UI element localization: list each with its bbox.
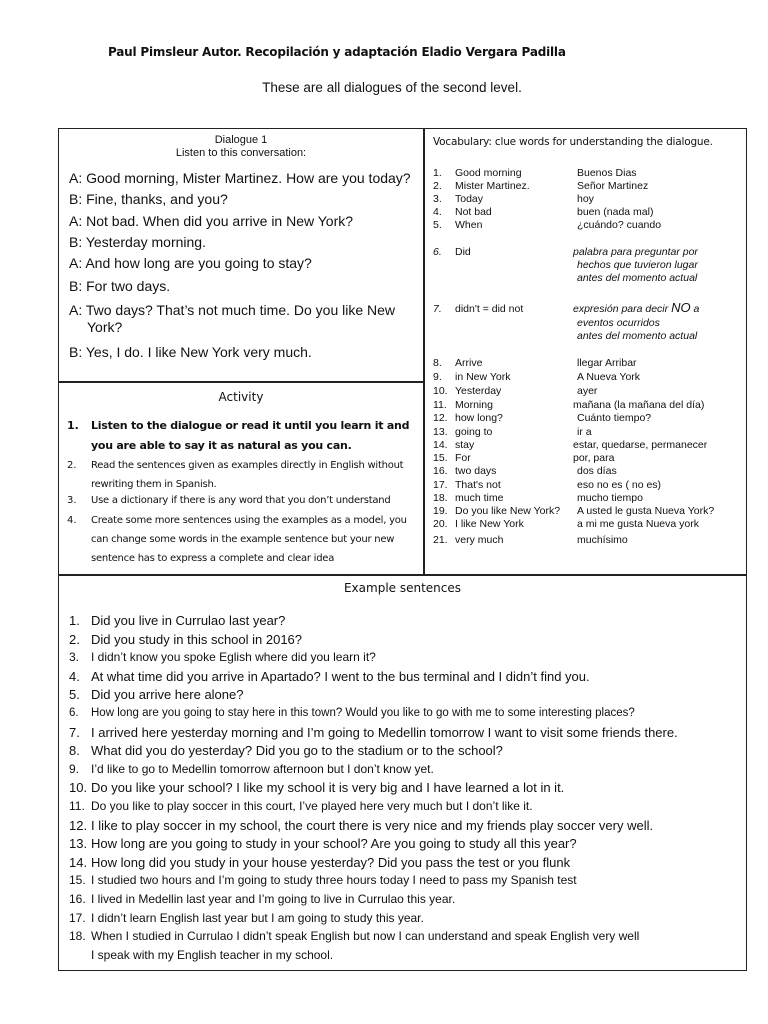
vocabulary-translation: A usted le gusta Nueva York?	[577, 505, 715, 517]
example-sentence-continuation: I speak with my English teacher in my school.	[91, 947, 334, 962]
vocabulary-item: 19. Do you like New York?	[433, 505, 561, 517]
vocabulary-item: 4. Not bad	[433, 206, 492, 218]
example-sentence: 3. I didn’t know you spoke Eglish where did you learn it?	[69, 650, 376, 665]
example-sentence: 15. I studied two hours and I’m going to study three hours today I need to pass my Spanish test	[69, 873, 577, 888]
vocabulary-item: 16. two days	[433, 465, 497, 477]
examples-box	[58, 575, 747, 971]
vocabulary-translation: a mi me gusta Nueva york	[577, 518, 699, 530]
vocabulary-item: 2. Mister Martinez.	[433, 180, 530, 192]
document-subtitle: These are all dialogues of the second level.	[262, 80, 522, 95]
activity-item: 3. Use a dictionary if there is any word that you don’t understand	[67, 495, 391, 506]
example-sentence: 13. How long are you going to study in your school? Are you going to study all this year?	[69, 836, 577, 852]
dialogue-line: B: Fine, thanks, and you?	[69, 191, 228, 207]
vocabulary-translation: expresión para decir NO a	[573, 300, 700, 315]
vocabulary-translation: palabra para preguntar por	[573, 246, 698, 258]
vocabulary-translation: hoy	[577, 193, 594, 205]
vocabulary-item: 18. much time	[433, 492, 504, 504]
vocabulary-item: 3. Today	[433, 193, 484, 205]
example-sentence: 12. I like to play soccer in my school, the court there is very nice and my friends play soccer very well.	[69, 817, 654, 833]
vocabulary-item: 8. Arrive	[433, 357, 483, 369]
dialogue-line: A: Not bad. When did you arrive in New York?	[69, 213, 354, 229]
example-sentence: 5. Did you arrive here alone?	[69, 687, 244, 703]
activity-item: 2. Read the sentences given as examples directly in English without rewriting them in Spanish.	[67, 460, 404, 490]
vocabulary-item: 17. That's not	[433, 479, 501, 491]
vocabulary-translation: mucho tiempo	[577, 492, 643, 504]
dialogue-line: A: And how long are you going to stay?	[69, 255, 312, 271]
vocabulary-heading: Vocabulary: clue words for understanding the dialogue.	[433, 136, 713, 148]
vocabulary-translation: llegar Arribar	[577, 357, 637, 369]
vocabulary-item: 11. Morning	[433, 399, 493, 411]
vocabulary-item: 21. very much	[433, 534, 504, 546]
dialogue-title: Dialogue 1	[214, 134, 268, 146]
activity-box	[58, 382, 424, 575]
vocabulary-item: 20. I like New York	[433, 518, 524, 530]
example-sentence: 14. How long did you study in your house yesterday? Did you pass the test or you flunk	[69, 854, 571, 870]
vocabulary-item: 6. Did	[433, 246, 471, 258]
example-sentence: 1. Did you live in Currulao last year?	[69, 613, 286, 628]
vocabulary-item: 10. Yesterday	[433, 385, 502, 397]
vocabulary-item: 14. stay	[433, 439, 475, 451]
vocabulary-translation: mañana (la mañana del día)	[573, 399, 705, 411]
dialogue-line: B: Yes, I do. I like New York very much.	[69, 344, 312, 360]
vocabulary-translation: Buenos Dias	[577, 167, 637, 179]
vocabulary-translation: antes del momento actual	[577, 330, 698, 342]
vocabulary-translation: A Nueva York	[577, 371, 641, 383]
vocabulary-item: 15. For	[433, 452, 471, 464]
vocabulary-translation: muchísimo	[577, 534, 628, 546]
vocabulary-translation: eventos ocurridos	[577, 317, 660, 329]
vocabulary-item: 5. When	[433, 219, 483, 231]
dialogue-line: A: Good morning, Mister Martinez. How are you today?	[69, 170, 411, 186]
vocabulary-translation: buen (nada mal)	[577, 206, 654, 218]
example-sentence: 8. What did you do yesterday? Did you go to the stadium or to the school?	[69, 743, 503, 759]
examples-title: Example sentences	[343, 581, 462, 595]
dialogue-box	[58, 128, 424, 382]
vocabulary-translation: ayer	[577, 385, 598, 397]
vocabulary-translation: Señor Martinez	[577, 180, 649, 192]
example-sentence: 2. Did you study in this school in 2016?	[69, 631, 303, 647]
vocabulary-item: 12. how long?	[433, 412, 503, 424]
vocabulary-item: 13. going to	[433, 426, 493, 438]
vocabulary-translation: ir a	[577, 426, 592, 438]
example-sentence: 11. Do you like to play soccer in this court, I’ve played here very much but I don’t like it.	[69, 799, 533, 813]
vocabulary-item: 7. didn't = did not	[433, 303, 524, 315]
vocabulary-translation: hechos que tuvieron lugar	[577, 259, 698, 271]
vocabulary-translation: dos días	[577, 465, 617, 477]
vocabulary-translation: por, para	[573, 452, 615, 464]
vocabulary-translation: antes del momento actual	[577, 272, 698, 284]
vocabulary-item: 1. Good morning	[433, 167, 522, 179]
example-sentence: 4. At what time did you arrive in Apartado? I went to the bus terminal and I didn’t find you.	[69, 668, 590, 684]
activity-item: 4. Create some more sentences using the examples as a model, you can change some words in the example sentence but your new sentence has to express a complete and clear idea	[67, 515, 407, 564]
vocabulary-item: 9. in New York	[433, 371, 511, 383]
dialogue-line: A: Two days? That’s not much time. Do you like New York?	[69, 302, 396, 335]
dialogue-line: B: Yesterday morning.	[69, 234, 206, 250]
example-sentence: 9. I’d like to go to Medellin tomorrow afternoon but I don’t know yet.	[69, 761, 434, 776]
example-sentence: 16. I lived in Medellin last year and I’m going to live in Currulao this year.	[69, 892, 456, 906]
vocabulary-translation: Cuánto tiempo?	[577, 412, 652, 424]
example-sentence: 6. How long are you going to stay here in this town? Would you like to go with me to some interesting places?	[69, 707, 635, 719]
example-sentence: 18. When I studied in Currulao I didn’t speak English but now I can understand and speak English very well	[69, 929, 640, 944]
activity-item: 1. Listen to the dialogue or read it until you learn it and you are able to say it as natural as you can.	[67, 419, 410, 452]
example-sentence: 17. I didn’t learn English last year but I am going to study this year.	[69, 910, 424, 925]
vocabulary-translation: ¿cuándo? cuando	[577, 219, 662, 231]
dialogue-line: B: For two days.	[69, 278, 171, 294]
vocabulary-box	[424, 128, 747, 575]
example-sentence: 7. I arrived here yesterday morning and I’m going to Medellin tomorrow I want to visit some friends there.	[69, 724, 678, 740]
author-credit: Paul Pimsleur Autor. Recopilación y adaptación Eladio Vergara Padilla	[108, 45, 566, 59]
vocabulary-translation: estar, quedarse, permanecer	[573, 439, 708, 451]
dialogue-instruction: Listen to this conversation:	[175, 147, 307, 159]
example-sentence: 10. Do you like your school? I like my school it is very big and I have learned a lot in it.	[69, 780, 565, 796]
activity-title: Activity	[218, 390, 264, 404]
vocabulary-translation: eso no es ( no es)	[577, 479, 662, 491]
